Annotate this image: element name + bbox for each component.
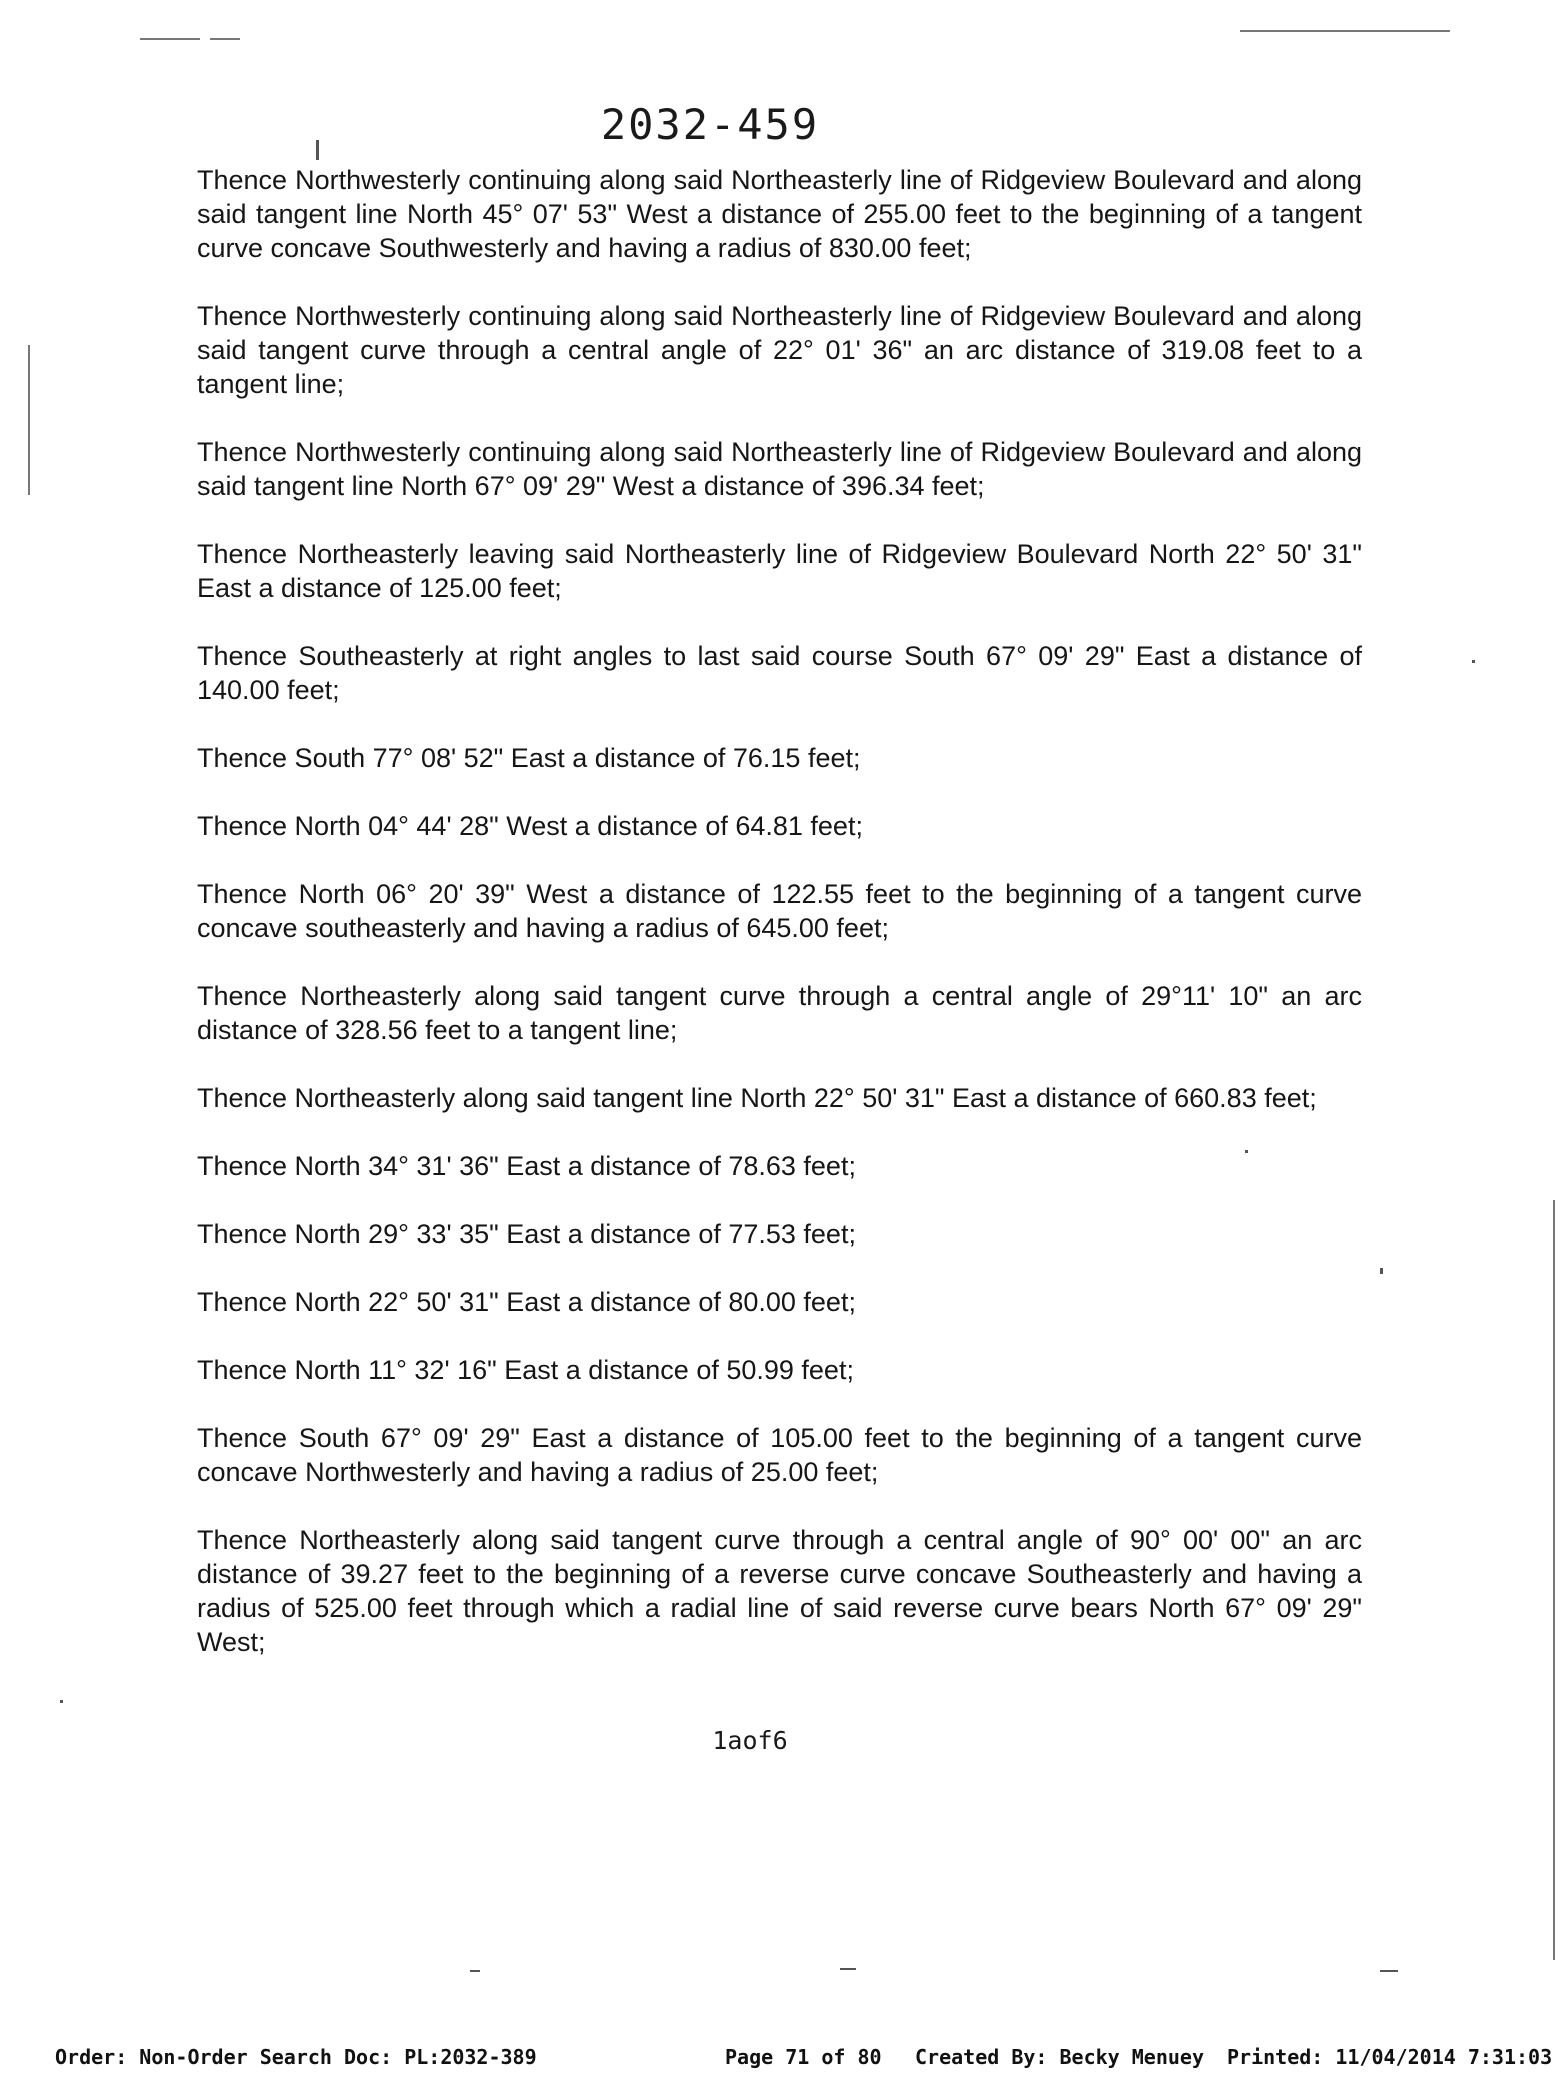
course-paragraph: Thence Southeasterly at right angles to last said course South 67° 09' 29" East a distance of 140.00 feet; [197,641,1362,705]
course-paragraph: Thence North 22° 50' 31" East a distance of 80.00 feet; [197,1287,856,1317]
course-paragraph: Thence Northwesterly continuing along said Northeasterly line of Ridgeview Boulevard and along said tangent line North 67° 09' 29" West a distance of 396.34 feet; [197,437,1362,501]
scan-mark [28,345,30,495]
page-count: 1aof6 [712,1726,788,1755]
legal-description [197,163,1362,1693]
scan-speck [1380,1970,1398,1972]
scan-mark [1553,1200,1555,1960]
course-paragraph: Thence Northwesterly continuing along said Northeasterly line of Ridgeview Boulevard and along said tangent curve through a central angle of 22° 01' 36" an arc distance of 319.08 feet to a tangent line; [197,301,1362,399]
document-number: 2032-459 [600,100,820,149]
scan-speck [1380,1268,1383,1274]
footer-order-doc: Order: Non-Order Search Doc: PL:2032-389 [55,2045,537,2069]
course-paragraph: Thence South 67° 09' 29" East a distance of 105.00 feet to the beginning of a tangent curve concave Northwesterly and having a radius of 25.00 feet; [197,1423,1362,1487]
course-paragraph: Thence North 11° 32' 16" East a distance of 50.99 feet; [197,1355,854,1385]
footer-created-by: Created By: Becky Menuey [915,2045,1204,2069]
course-paragraph: Thence North 34° 31' 36" East a distance of 78.63 feet; [197,1151,856,1181]
scan-speck [840,1968,856,1970]
footer-page-number: Page 71 of 80 [725,2045,882,2069]
course-paragraph: Thence Northeasterly along said tangent curve through a central angle of 29°11' 10" an arc distance of 328.56 feet to a tangent line; [197,981,1362,1045]
scan-speck [1472,660,1475,663]
scan-speck [470,1970,480,1972]
course-paragraph: Thence Northeasterly along said tangent curve through a central angle of 90° 00' 00" an arc distance of 39.27 feet to the beginning of a reverse curve concave Southeasterly and having a radius of 525.00 feet through which a radial line of said reverse curve bears North 67° 09' 29" West; [197,1525,1362,1657]
course-paragraph: Thence North 29° 33' 35" East a distance of 77.53 feet; [197,1219,856,1249]
scan-mark [1240,30,1450,32]
course-paragraph: Thence North 04° 44' 28" West a distance of 64.81 feet; [197,811,863,841]
course-paragraph: Thence Northeasterly along said tangent line North 22° 50' 31" East a distance of 660.83 feet; [197,1083,1317,1113]
footer-printed: Printed: 11/04/2014 7:31:03 [1227,2045,1553,2069]
course-paragraph: Thence South 77° 08' 52" East a distance of 76.15 feet; [197,743,861,773]
print-footer [55,2045,1552,2075]
scan-mark [140,38,200,40]
course-paragraph: Thence Northeasterly leaving said Northeasterly line of Ridgeview Boulevard North 22° 50' 31" East a distance of 125.00 feet; [197,539,1362,603]
course-paragraph: Thence North 06° 20' 39" West a distance of 122.55 feet to the beginning of a tangent curve concave southeasterly and having a radius of 645.00 feet; [197,879,1362,943]
course-paragraph: Thence Northwesterly continuing along said Northeasterly line of Ridgeview Boulevard and along said tangent line North 45° 07' 53" West a distance of 255.00 feet to the beginning of a tangent curve concave Southwesterly and having a radius of 830.00 feet; [197,165,1362,263]
scan-speck [60,1700,63,1703]
scan-mark [210,38,240,40]
